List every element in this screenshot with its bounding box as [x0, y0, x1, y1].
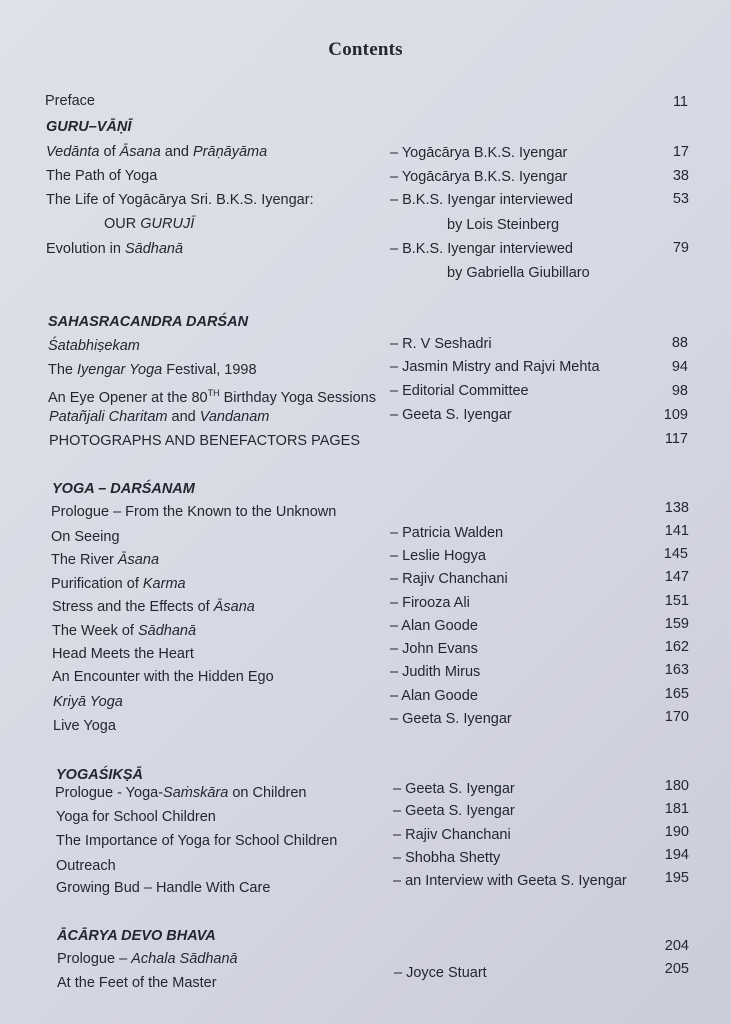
- toc-author: – an Interview with Geeta S. Iyengar: [393, 873, 627, 889]
- toc-entry-title: Prologue – From the Known to the Unknown: [51, 504, 337, 520]
- toc-entry-title: Śatabhiṣekam: [48, 338, 140, 354]
- toc-author: – Leslie Hogya: [390, 548, 486, 564]
- toc-author: – Firooza Ali: [390, 595, 470, 611]
- toc-entry-title: Stress and the Effects of Āsana: [52, 599, 255, 615]
- toc-entry-title: Prologue – Achala Sādhanā: [57, 951, 238, 967]
- toc-page-number: 151: [664, 593, 689, 609]
- toc-page-number: 79: [672, 240, 689, 256]
- toc-page-number: 17: [672, 144, 689, 160]
- page-title: Contents: [328, 39, 403, 60]
- toc-entry-title: Prologue - Yoga-Saṁskāra on Children: [55, 785, 307, 801]
- toc-author: – Yogācārya B.K.S. Iyengar: [390, 145, 568, 161]
- toc-author: – Jasmin Mistry and Rajvi Mehta: [390, 359, 600, 375]
- toc-page-number: 194: [664, 847, 689, 863]
- toc-entry-title: PHOTOGRAPHS AND BENEFACTORS PAGES: [49, 433, 361, 449]
- toc-author: – Yogācārya B.K.S. Iyengar: [390, 169, 568, 185]
- toc-page-number: 163: [664, 662, 689, 678]
- toc-entry-title: The Path of Yoga: [46, 168, 158, 184]
- toc-entry-title: The Life of Yogācārya Sri. B.K.S. Iyengar:: [46, 192, 314, 208]
- toc-page-number: 145: [663, 546, 688, 562]
- toc-author: – Geeta S. Iyengar: [393, 803, 515, 819]
- toc-page-number: 195: [664, 870, 689, 886]
- toc-page-number: 170: [664, 709, 689, 725]
- section-heading: GURU–VĀṆĪ: [46, 119, 132, 135]
- toc-author: – Geeta S. Iyengar: [393, 781, 515, 797]
- toc-author: – Joyce Stuart: [394, 965, 487, 981]
- toc-page-number: 162: [664, 639, 689, 655]
- toc-author: – Geeta S. Iyengar: [390, 711, 512, 727]
- toc-page-number: 180: [664, 778, 689, 794]
- toc-author: – Editorial Committee: [390, 383, 529, 399]
- toc-page-number: 147: [664, 569, 689, 585]
- toc-author: – Alan Goode: [390, 618, 478, 634]
- toc-entry-title: Yoga for School Children: [56, 809, 216, 825]
- toc-author: – Alan Goode: [390, 688, 478, 704]
- toc-entry-title: At the Feet of the Master: [57, 975, 217, 991]
- toc-page-number: 138: [664, 500, 689, 516]
- toc-author: – John Evans: [390, 641, 478, 657]
- section-heading: ĀCĀRYA DEVO BHAVA: [57, 928, 216, 944]
- toc-entry-title: The Week of Sādhanā: [52, 623, 197, 639]
- toc-author: – Rajiv Chanchani: [393, 827, 511, 843]
- toc-page-number: 11: [672, 94, 688, 110]
- toc-author: – R. V Seshadri: [390, 336, 492, 352]
- toc-entry-title: Vedānta of Āsana and Prāṇāyāma: [46, 144, 268, 160]
- toc-entry-title: An Encounter with the Hidden Ego: [52, 669, 274, 685]
- toc-author-continued: by Gabriella Giubillaro: [447, 265, 590, 281]
- toc-entry-title: On Seeing: [51, 529, 120, 545]
- toc-page-number: 204: [664, 938, 689, 954]
- toc-page-number: 109: [663, 407, 688, 423]
- toc-entry-title: The Importance of Yoga for School Children: [56, 833, 338, 849]
- toc-author-continued: by Lois Steinberg: [447, 217, 560, 233]
- toc-page-number: 190: [664, 824, 689, 840]
- toc-entry-title: Preface: [45, 93, 95, 109]
- section-heading: SAHASRACANDRA DARŚAN: [48, 314, 249, 330]
- toc-entry-title: Purification of Karma: [51, 576, 186, 592]
- toc-entry-title: Outreach: [56, 858, 116, 874]
- toc-author: – B.K.S. Iyengar interviewed: [390, 192, 573, 208]
- section-heading: YOGAŚIKṢĀ: [56, 767, 144, 783]
- toc-page-number: 159: [664, 616, 689, 632]
- toc-entry-title: The Iyengar Yoga Festival, 1998: [48, 362, 257, 378]
- toc-page-number: 181: [664, 801, 689, 817]
- toc-entry-title: Live Yoga: [53, 718, 116, 734]
- toc-author: – Patricia Walden: [390, 525, 504, 541]
- toc-page-number: 205: [664, 961, 689, 977]
- toc-entry-title: Patañjali Charitam and Vandanam: [49, 409, 270, 425]
- toc-page-number: 53: [672, 191, 689, 207]
- toc-page-number: 165: [664, 686, 689, 702]
- toc-author: – Rajiv Chanchani: [390, 571, 508, 587]
- toc-page-number: 88: [671, 335, 688, 351]
- toc-entry-title: Growing Bud – Handle With Care: [56, 880, 271, 896]
- toc-page-number: 117: [664, 431, 688, 447]
- toc-page-number: 94: [671, 359, 688, 375]
- toc-entry-title: Head Meets the Heart: [52, 646, 194, 662]
- toc-page-number: 38: [672, 168, 689, 184]
- toc-entry-title: An Eye Opener at the 80TH Birthday Yoga Sessions: [48, 388, 376, 406]
- toc-page-number: 141: [664, 523, 689, 539]
- toc-entry-title: Kriyā Yoga: [53, 694, 123, 710]
- toc-author: – Judith Mirus: [390, 664, 481, 680]
- toc-author: – B.K.S. Iyengar interviewed: [390, 241, 573, 257]
- toc-entry-subtitle: OUR GURUJĪ: [104, 216, 195, 232]
- toc-entry-title: Evolution in Sādhanā: [46, 241, 184, 257]
- toc-author: – Shobha Shetty: [393, 850, 501, 866]
- toc-author: – Geeta S. Iyengar: [390, 407, 512, 423]
- toc-entry-title: The River Āsana: [51, 552, 160, 568]
- toc-page-number: 98: [671, 383, 688, 399]
- section-heading: YOGA – DARŚANAM: [52, 481, 195, 497]
